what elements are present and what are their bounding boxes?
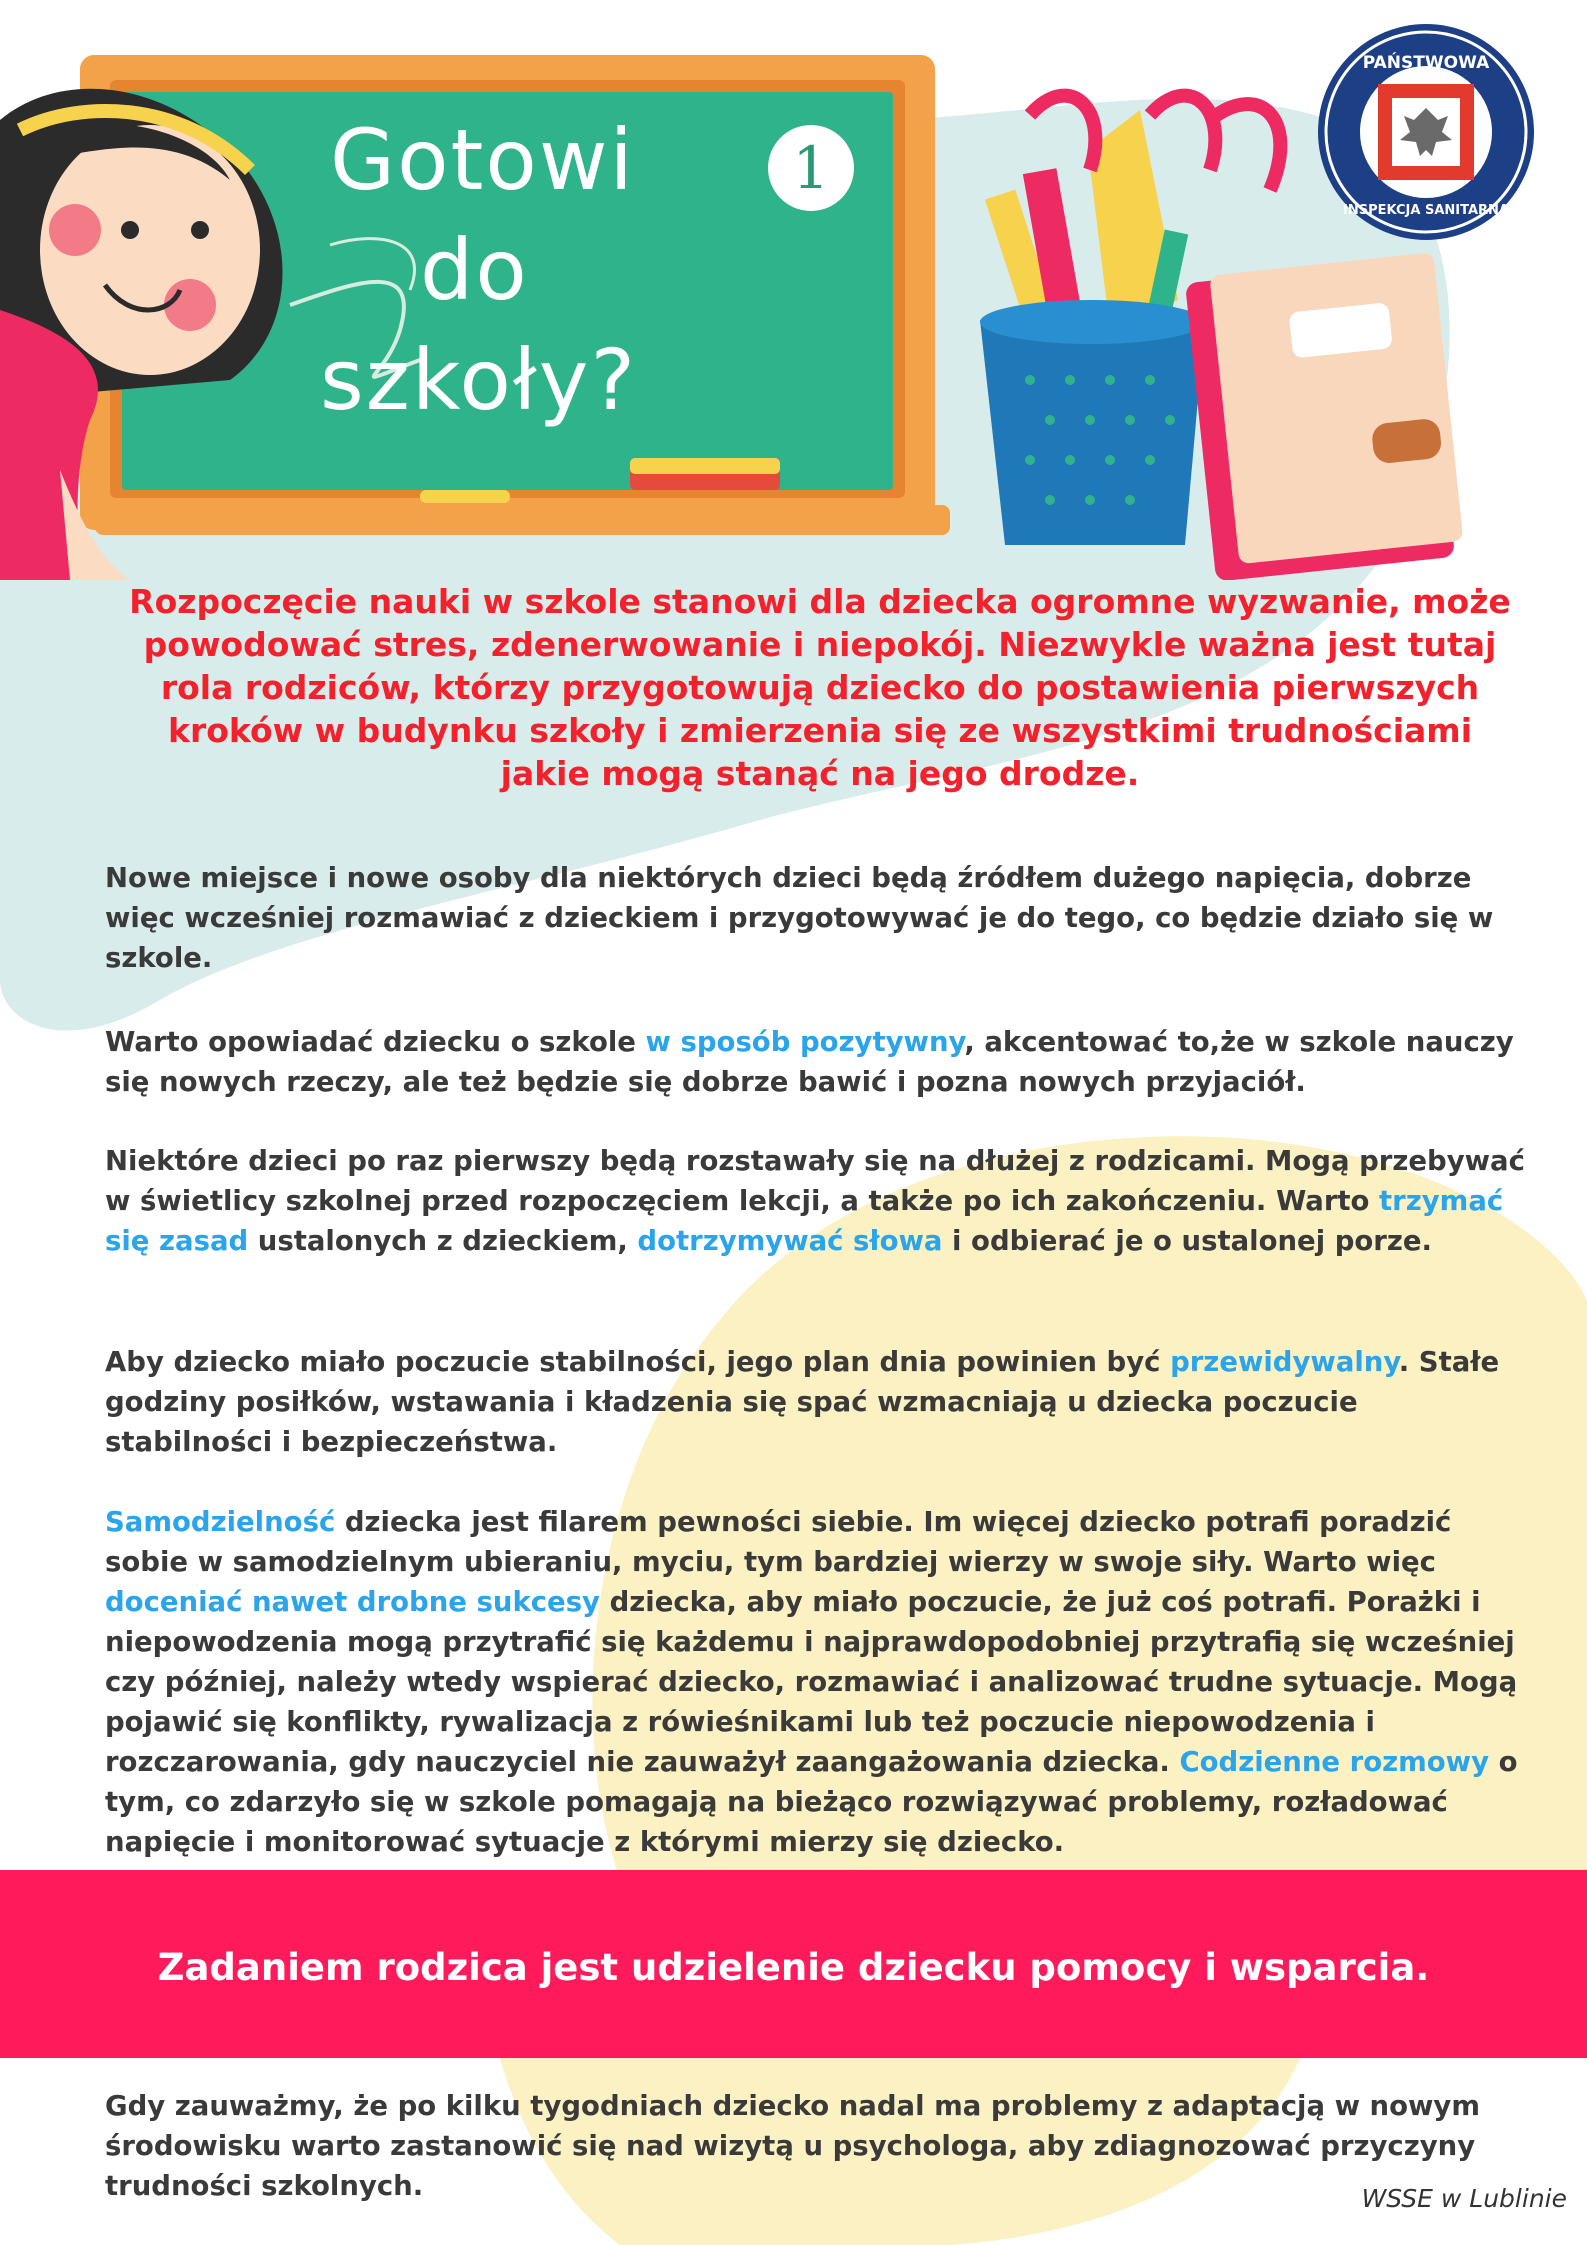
logo-top-text: PAŃSTWOWA (1362, 53, 1490, 73)
number-badge: 1 (768, 125, 854, 211)
title-line-3: szkoły? (320, 331, 638, 429)
logo-bottom-text: INSPEKCJA SANITARNA (1343, 203, 1509, 218)
sanitary-inspection-logo (1318, 24, 1534, 240)
text: , akcentować to,że w szkole nauczy się nowych rzeczy, ale też będzie się dobrze bawić i pozna nowych przyjaciół. (105, 1026, 1514, 1098)
title-line-2: do (420, 221, 529, 319)
illustration (0, 0, 1587, 580)
banner-text: Zadaniem rodzica jest udzielenie dziecku pomocy i wsparcia. (157, 1946, 1430, 1989)
text: dziecka, aby miało poczucie, że już coś potrafi. Porażki i niepowodzenia mogą przytrafić się każdemu i najprawdopodobniej przytrafią się wcześniej czy później, należy wtedy wspierać dziecko, rozmawiać i analizować trudne sytuacje. Mogą pojawić się konflikty, rywalizacja z rówieśnikami lub też poczucie niepowodzenia i rozczarowania, gdy nauczyciel nie zauważył zaangażowania dziecka. (105, 1586, 1518, 1778)
text: ustalonych z dzieckiem, (248, 1225, 638, 1257)
notebook (1185, 252, 1463, 580)
text: Aby dziecko miało poczucie stabilności, jego plan dnia powinien być (105, 1346, 1171, 1378)
text: o tym, co zdarzyło się w szkole pomagają na bieżąco rozwiązywać problemy, rozładować napięcie i monitorować sytuacje z którymi mierzy się dziecko. (105, 1746, 1518, 1858)
paragraph-independence (105, 1502, 1525, 1862)
text: dziecka jest filarem pewności siebie. Im więcej dziecko potrafi poradzić sobie w samodzielnym ubieraniu, myciu, tym bardziej wierzy w swoje siły. Warto więc (105, 1506, 1452, 1578)
text: Warto opowiadać dziecku o szkole (105, 1026, 646, 1058)
highlight: dotrzymywać słowa (637, 1225, 943, 1257)
footer-signature: WSSE w Lublinie (1361, 2184, 1567, 2213)
text: Niektóre dzieci po raz pierwszy będą rozstawały się na dłużej z rodzicami. Mogą przebywać w świetlicy szkolnej przed rozpoczęciem lekcji, a także po ich zakończeniu. Warto (105, 1145, 1525, 1217)
paragraph-positive (105, 1022, 1525, 1102)
text: . Stałe godziny posiłków, wstawania i kładzenia się spać wzmacniają u dziecka poczucie stabilności i bezpieczeństwa. (105, 1346, 1500, 1458)
paragraph-psychologist: Gdy zauważmy, że po kilku tygodniach dziecko nadal ma problemy z adaptacją w nowym środowisku warto zastanowić się nad wizytą u psychologa, aby zdiagnozować przyczyny trudności szkolnych. (105, 2090, 1481, 2202)
highlight: Samodzielność (105, 1506, 336, 1538)
paragraph-stability (105, 1342, 1525, 1462)
title-line-1: Gotowi (330, 111, 635, 209)
highlight: Codzienne rozmowy (1179, 1746, 1490, 1778)
lead-paragraph: Rozpoczęcie nauki w szkole stanowi dla dziecka ogromne wyzwanie, może powodować stres, zdenerwowanie i niepokój. Niezwykle ważna jest tutaj rola rodziców, którzy przygotowują dziecko do postawienia pierwszych kroków w budynku szkoły i zmierzenia się ze wszystkimi trudnościami jakie mogą stanąć na jego drodze. (129, 582, 1511, 793)
highlight: przewidywalny (1170, 1346, 1399, 1378)
text: i odbierać je o ustalonej porze. (942, 1225, 1432, 1257)
highlight: doceniać nawet drobne sukcesy (105, 1586, 600, 1618)
paragraph-new-place: Nowe miejsce i nowe osoby dla niektórych dzieci będą źródłem dużego napięcia, dobrze więc wcześniej rozmawiać z dzieckiem i przygotowywać je do tego, co będzie działo się w szkole. (105, 862, 1494, 974)
paragraph-separation (105, 1141, 1525, 1261)
highlight: trzymać się zasad (105, 1185, 1504, 1257)
highlight: w sposób pozytywny (645, 1026, 965, 1058)
